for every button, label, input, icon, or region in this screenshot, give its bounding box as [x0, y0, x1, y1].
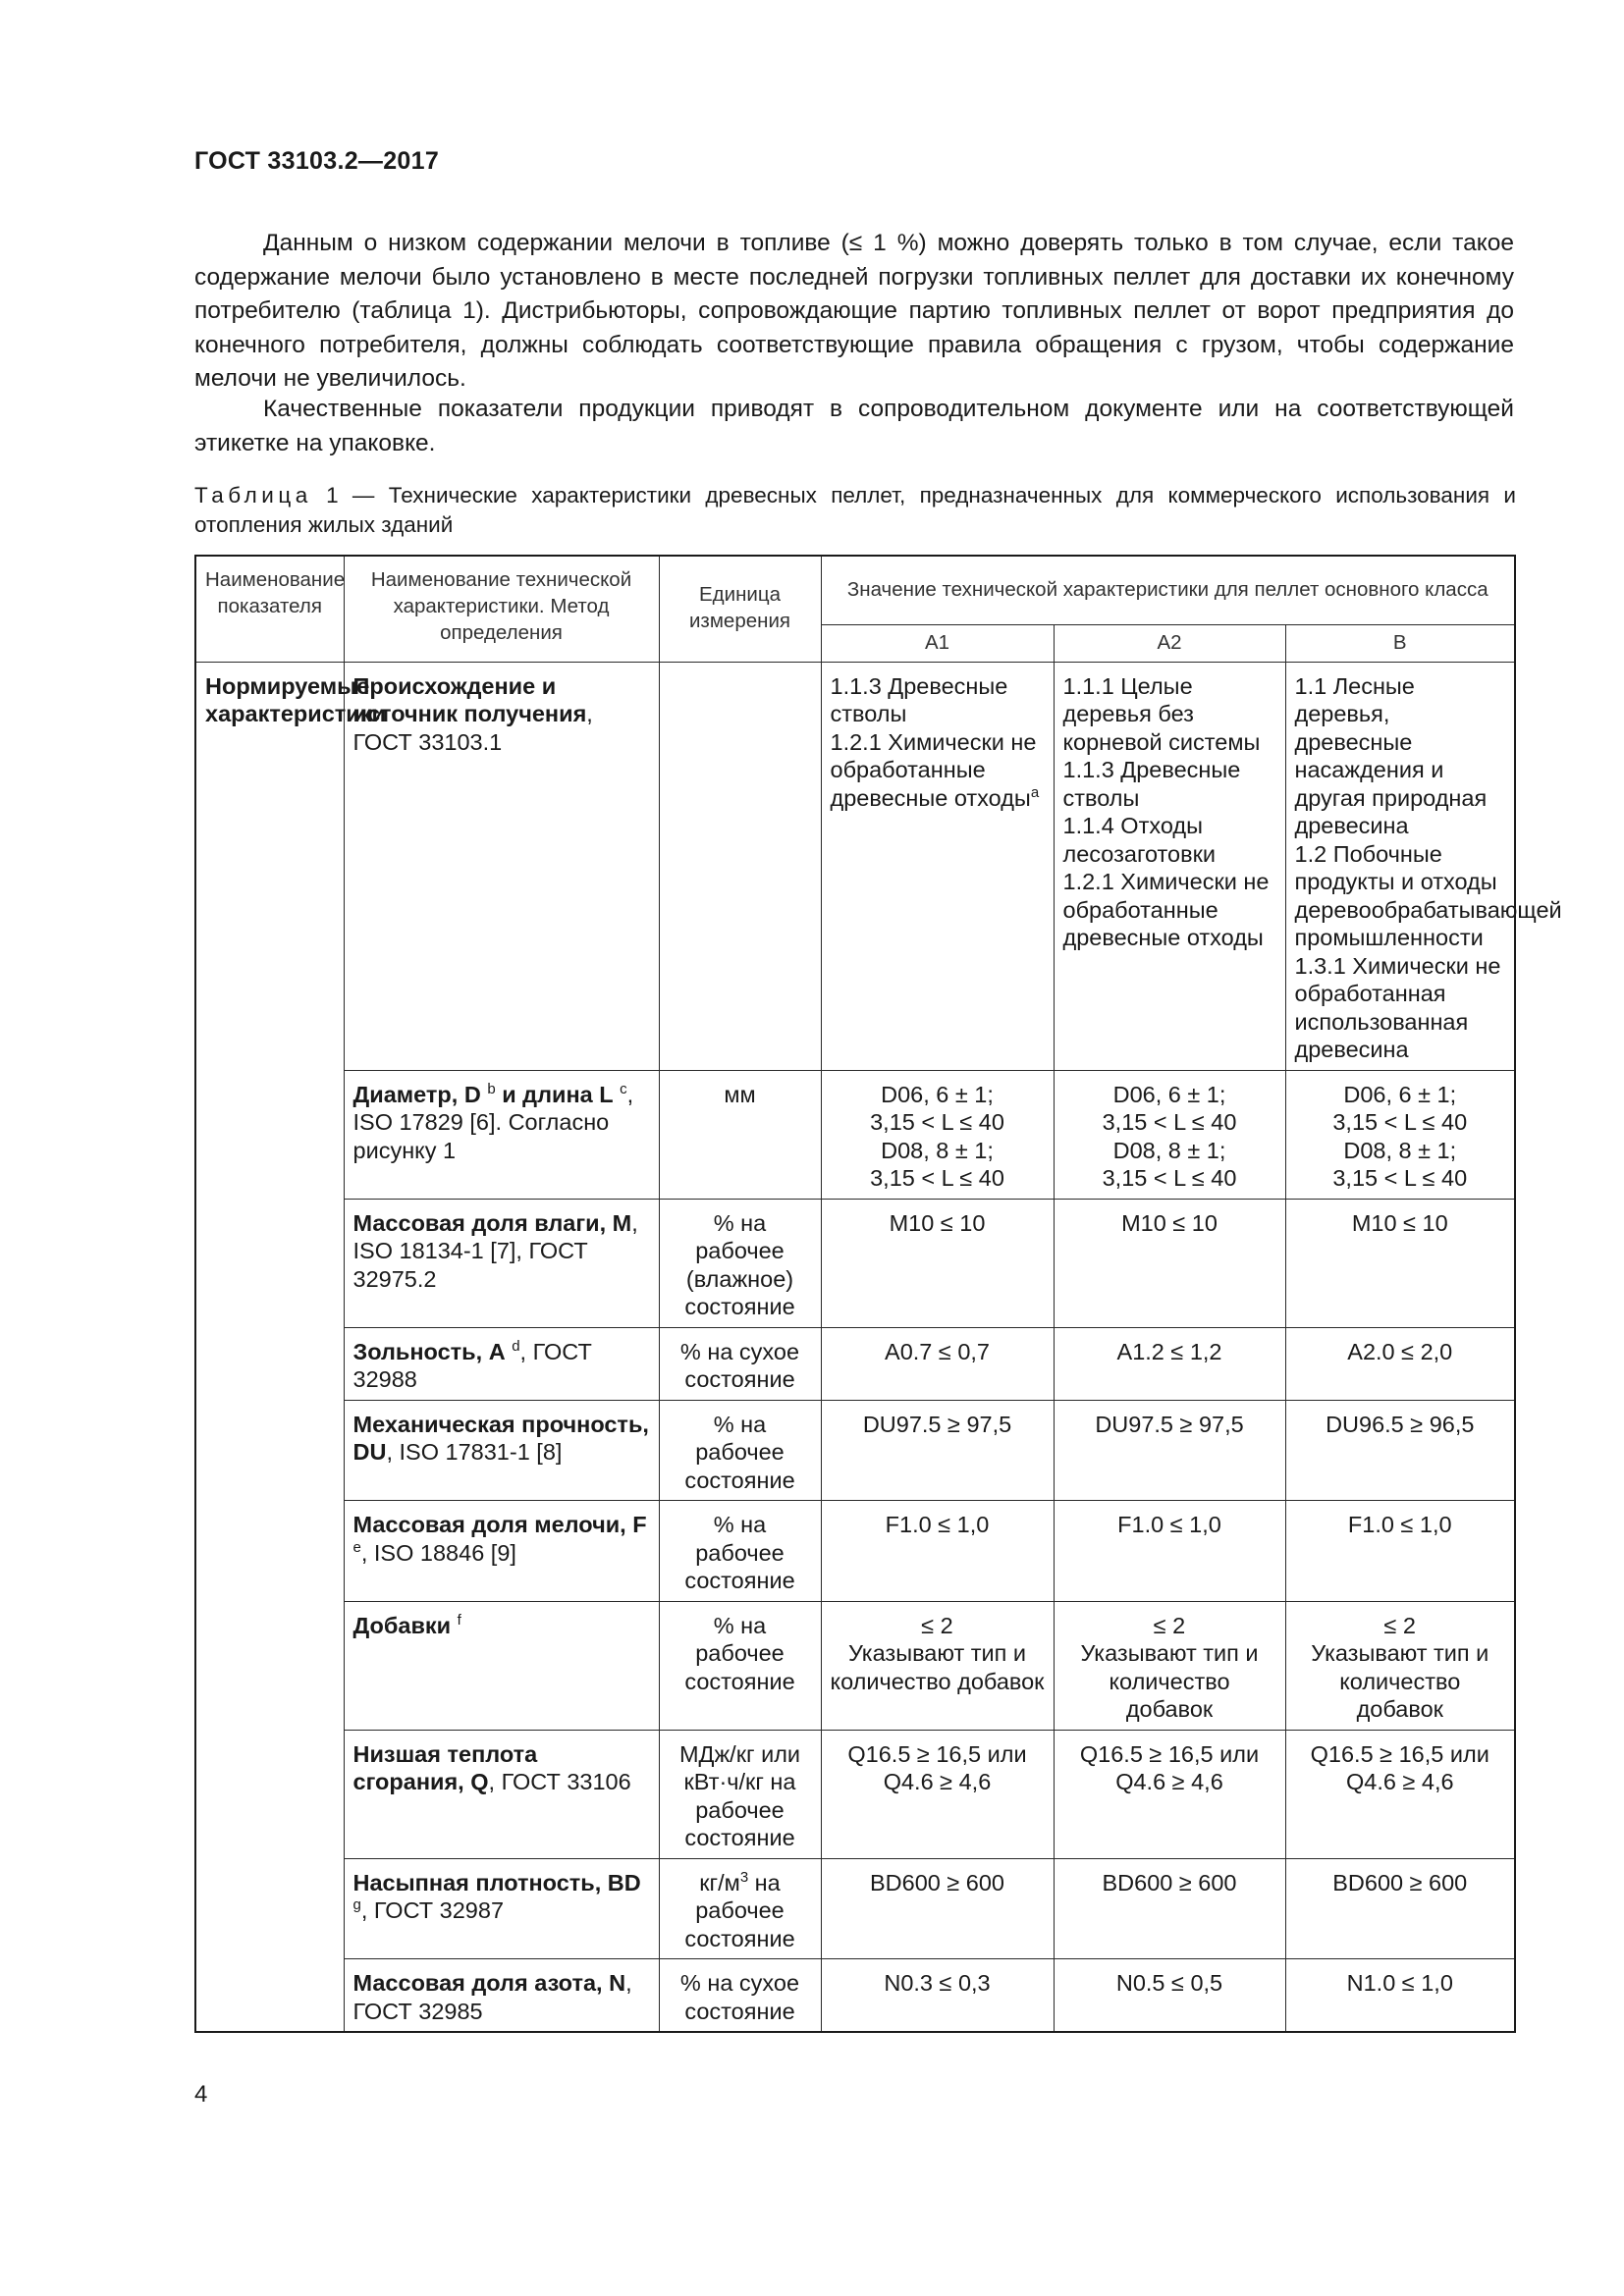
- characteristic-method: , ГОСТ 33103.1: [352, 701, 593, 755]
- table-header-row: [195, 556, 1515, 624]
- table-caption-label: Таблица: [194, 483, 312, 507]
- page-number: 4: [194, 2081, 208, 2108]
- footnote-mark: a: [1030, 783, 1040, 801]
- header-class-b: В: [1285, 624, 1515, 662]
- characteristic-method: , ГОСТ 32988: [352, 1338, 592, 1392]
- table-row: [195, 1199, 1515, 1327]
- value-a1: N0.3 ≤ 0,3: [821, 1959, 1054, 2033]
- table-row: [195, 1601, 1515, 1730]
- table-row: [195, 1327, 1515, 1400]
- value-a2: F1.0 ≤ 1,0: [1054, 1501, 1285, 1602]
- characteristic-method: , ISO 18134-1 [7], ГОСТ 32975.2: [352, 1209, 638, 1292]
- paragraph-quality-indicators: [194, 393, 1514, 460]
- characteristic-name: [344, 1601, 659, 1730]
- characteristic-name-bold: Массовая доля азота, N: [352, 1970, 626, 1996]
- characteristic-method: , ISO 17829 [6]. Согласно рисунку 1: [352, 1081, 634, 1163]
- paragraph-text: Данным о низком содержании мелочи в топливе (≤ 1 %) можно доверять только в том случае, если такое содержание мелочи было установлено в месте последней погрузки топливных пеллет для доставки их конечному потребителю (таблица 1). Дистрибьюторы, сопровождающие партию топливных пеллет от ворот предприятия до конечного потребителя, должны соблюдать соответствующие правила обращения с грузом, чтобы содержание мелочи не увеличилось.: [194, 230, 1514, 392]
- characteristic-name-bold: Происхождение и источник получения: [352, 672, 587, 726]
- characteristic-name-bold: Добавки: [352, 1612, 452, 1638]
- value-text: 1.1.3 Древесные стволы 1.2.1 Химически не обработанные древесные отходы: [830, 672, 1037, 811]
- header-class-a1: А1: [821, 624, 1054, 662]
- table-caption: [194, 481, 1516, 540]
- footnote-mark: d: [512, 1337, 520, 1355]
- header-indicator: Наименование показателя: [195, 556, 344, 662]
- value-a2: A1.2 ≤ 1,2: [1054, 1327, 1285, 1400]
- characteristic-name-bold: Низшая теплота сгорания, Q: [352, 1740, 538, 1794]
- header-value-group: Значение технической характеристики для пеллет основного класса: [821, 556, 1515, 624]
- value-a2: N0.5 ≤ 0,5: [1054, 1959, 1285, 2033]
- characteristic-name: [344, 1501, 659, 1602]
- value-a1: M10 ≤ 10: [821, 1199, 1054, 1327]
- table-row: [195, 1730, 1515, 1858]
- unit-cell: % на рабочее состояние: [659, 1400, 821, 1501]
- footnote-mark: e: [352, 1538, 361, 1556]
- unit-cell: % на рабочее состояние: [659, 1501, 821, 1602]
- unit-cell: % на сухое состояние: [659, 1959, 821, 2033]
- table-caption-text: 1 — Технические характеристики древесных пеллет, предназначенных для коммерческого использования и отопления жилых зданий: [194, 483, 1516, 537]
- value-b: D06, 6 ± 1; 3,15 < L ≤ 40 D08, 8 ± 1; 3,15 < L ≤ 40: [1285, 1070, 1515, 1199]
- characteristic-method: , ГОСТ 33106: [488, 1769, 631, 1794]
- characteristic-name-bold: и длина L: [502, 1081, 614, 1107]
- value-b: Q16.5 ≥ 16,5 или Q4.6 ≥ 4,6: [1285, 1730, 1515, 1858]
- table-row: [195, 1070, 1515, 1199]
- document-code-header: ГОСТ 33103.2—2017: [194, 147, 440, 175]
- characteristic-name: [344, 1070, 659, 1199]
- value-a1: BD600 ≥ 600: [821, 1858, 1054, 1959]
- footnote-mark: b: [487, 1080, 496, 1097]
- characteristic-name-bold: Диаметр, D: [352, 1081, 481, 1107]
- unit-cell: % на сухое состояние: [659, 1327, 821, 1400]
- characteristic-method: , ISO 17831-1 [8]: [386, 1439, 563, 1465]
- table-row: [195, 1858, 1515, 1959]
- characteristic-name: [344, 1199, 659, 1327]
- value-a1: A0.7 ≤ 0,7: [821, 1327, 1054, 1400]
- table-row: [195, 1501, 1515, 1602]
- unit-superscript: 3: [739, 1868, 749, 1886]
- unit-text: на рабочее состояние: [684, 1869, 795, 1951]
- value-a1: ≤ 2 Указывают тип и количество добавок: [821, 1601, 1054, 1730]
- value-b: DU96.5 ≥ 96,5: [1285, 1400, 1515, 1501]
- value-a2: ≤ 2 Указывают тип и количество добавок: [1054, 1601, 1285, 1730]
- footnote-mark: g: [352, 1896, 361, 1914]
- characteristic-name: [344, 1959, 659, 2033]
- characteristic-name: [344, 1400, 659, 1501]
- value-a1: DU97.5 ≥ 97,5: [821, 1400, 1054, 1501]
- unit-text: кг/м: [699, 1869, 740, 1896]
- characteristic-name-bold: Зольность, A: [352, 1338, 506, 1364]
- characteristic-name: [344, 1858, 659, 1959]
- header-unit: Единица измерения: [659, 556, 821, 662]
- value-a2: DU97.5 ≥ 97,5: [1054, 1400, 1285, 1501]
- unit-cell: % на рабочее (влажное) состояние: [659, 1199, 821, 1327]
- characteristic-method: , ISO 18846 [9]: [360, 1539, 516, 1566]
- value-b: 1.1 Лесные деревья, древесные насаждения и другая природная древесина 1.2 Побочные продукты и отходы деревообрабатывающей промышленности 1.3.1 Химически не обработанная использованная древесина: [1285, 662, 1515, 1070]
- header-class-a2: А2: [1054, 624, 1285, 662]
- value-a2: BD600 ≥ 600: [1054, 1858, 1285, 1959]
- characteristic-method: , ГОСТ 32985: [352, 1970, 632, 2024]
- value-a2: M10 ≤ 10: [1054, 1199, 1285, 1327]
- value-b: A2.0 ≤ 2,0: [1285, 1327, 1515, 1400]
- characteristic-name-bold: Насыпная плотность, BD: [352, 1869, 641, 1896]
- characteristic-method: , ГОСТ 32987: [360, 1897, 505, 1923]
- value-a2: Q16.5 ≥ 16,5 или Q4.6 ≥ 4,6: [1054, 1730, 1285, 1858]
- characteristic-name-bold: Массовая доля мелочи, F: [352, 1512, 647, 1537]
- footnote-mark: f: [457, 1611, 461, 1629]
- value-a1: F1.0 ≤ 1,0: [821, 1501, 1054, 1602]
- table-row: [195, 1400, 1515, 1501]
- paragraph-text: Качественные показатели продукции приводят в сопроводительном документе или на соответствующей этикетке на упаковке.: [194, 396, 1514, 456]
- footnote-mark: c: [620, 1080, 627, 1097]
- value-a2: D06, 6 ± 1; 3,15 < L ≤ 40 D08, 8 ± 1; 3,15 < L ≤ 40: [1054, 1070, 1285, 1199]
- value-a2: 1.1.1 Целые деревья без корневой системы 1.1.3 Древесные стволы 1.1.4 Отходы лесозаготовки 1.2.1 Химически не обработанные древесные отходы: [1054, 662, 1285, 1070]
- value-b: M10 ≤ 10: [1285, 1199, 1515, 1327]
- unit-cell: МДж/кг или кВт·ч/кг на рабочее состояние: [659, 1730, 821, 1858]
- unit-cell: мм: [659, 1070, 821, 1199]
- value-a1: [821, 662, 1054, 1070]
- unit-cell: % на рабочее состояние: [659, 1601, 821, 1730]
- characteristic-name-bold: Механическая прочность, DU: [352, 1411, 649, 1465]
- table-row: [195, 1959, 1515, 2033]
- unit-cell: [659, 662, 821, 1070]
- unit-cell: [659, 1858, 821, 1959]
- table-row: [195, 662, 1515, 1070]
- value-b: F1.0 ≤ 1,0: [1285, 1501, 1515, 1602]
- group-label-cell: Нормируемые характеристики: [195, 662, 344, 2032]
- characteristic-name: [344, 662, 659, 1070]
- value-a1: Q16.5 ≥ 16,5 или Q4.6 ≥ 4,6: [821, 1730, 1054, 1858]
- characteristic-name-bold: Массовая доля влаги, M: [352, 1209, 632, 1236]
- paragraph-fines-content: [194, 227, 1514, 397]
- value-b: BD600 ≥ 600: [1285, 1858, 1515, 1959]
- value-b: ≤ 2 Указывают тип и количество добавок: [1285, 1601, 1515, 1730]
- characteristic-name: [344, 1327, 659, 1400]
- characteristic-name: [344, 1730, 659, 1858]
- header-characteristic: Наименование технической характеристики. Метод определения: [344, 556, 659, 662]
- value-b: N1.0 ≤ 1,0: [1285, 1959, 1515, 2033]
- specifications-table: [194, 555, 1562, 2033]
- value-a1: D06, 6 ± 1; 3,15 < L ≤ 40 D08, 8 ± 1; 3,15 < L ≤ 40: [821, 1070, 1054, 1199]
